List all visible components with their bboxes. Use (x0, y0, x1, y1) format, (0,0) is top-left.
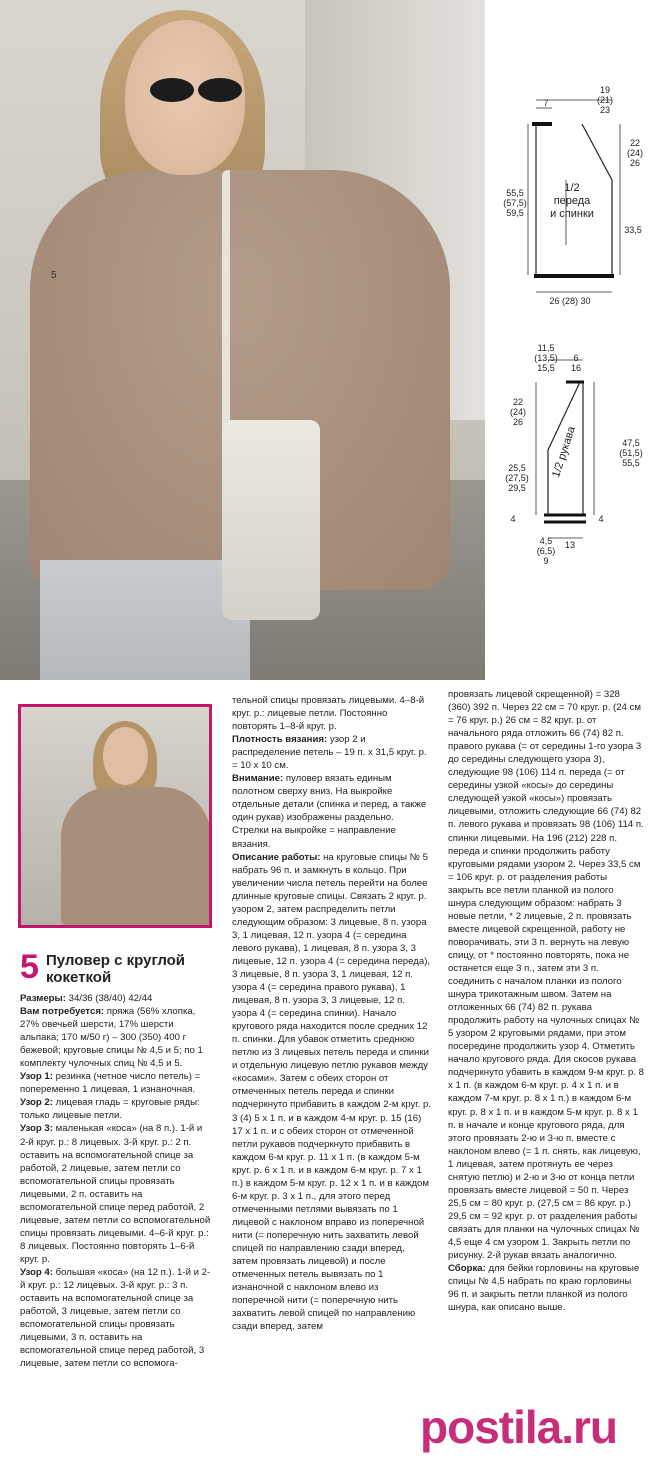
paragraph-heading: Размеры: (20, 993, 66, 1004)
bag-strap (222, 170, 244, 440)
paragraph-heading: Узор 3: (20, 1123, 53, 1135)
paragraph (20, 1096, 212, 1122)
paragraph-heading: Узор 1: (20, 1071, 53, 1083)
paragraph (232, 851, 432, 1334)
body-top-width: 19 (21) 23 (596, 85, 613, 115)
body-neck: 7 (543, 98, 549, 108)
body-side: 33,5 (624, 225, 642, 235)
handbag (222, 420, 320, 620)
sleeve-cuff-right: 4 (598, 514, 604, 524)
paragraph-text: 34/36 (38/40) 42/44 (65, 993, 153, 1004)
main-photo (0, 0, 485, 680)
paragraph-text: пряжа (56% хлопка, 27% овечьей шерсти, 17% шерсти альпака; 170 м/50 г) – 300 (350) 400 г бежевой; круговые спицы № 4,5 и 5; по 1 комплекту чулочных спиц № 4,5 и 5. (20, 1006, 203, 1070)
paragraph-text: тельной спицы провязать лицевыми. 4–8-й круг. р.: лицевые петли. Постоянно повторять 1–8-й круг. р. (232, 695, 425, 733)
paragraph-heading: Сборка: (448, 1263, 486, 1275)
paragraph-text: для бейки горловины на круговые спицы № 4,5 набрать по краю горловины 96 п. и закрыть петли планкой из полого шнура, как описано выше. (448, 1263, 640, 1314)
paragraph (20, 1070, 212, 1096)
paragraph-heading: Вам потребуется: (20, 1006, 105, 1018)
paragraph (232, 733, 432, 772)
pattern-number: 5 (20, 948, 39, 986)
body-armhole: 22 (24) 26 (626, 138, 643, 168)
text-column-3 (448, 688, 644, 1314)
thumb-face (103, 727, 148, 785)
paragraph (448, 1262, 644, 1314)
paragraph-heading: Узор 2: (20, 1097, 53, 1109)
body-length: 55,5 (57,5) 59,5 (503, 188, 527, 218)
sleeve-left-top: 22 (24) 26 (509, 397, 526, 427)
sleeve-top: 11,5 (13,5) 15,5 (534, 343, 558, 373)
paragraph-text: лицевая гладь = круговые ряды: только лицевые петли. (20, 1097, 200, 1122)
pattern-title: Пуловер с круглой кокеткой (46, 952, 186, 986)
watermark-logo: postila.ru (420, 1401, 618, 1453)
sleeve-top-right: 6 16 (570, 353, 581, 373)
paragraph-heading: Плотность вязания: (232, 734, 328, 746)
paragraph (232, 694, 432, 733)
paragraph-heading: Внимание: (232, 773, 284, 785)
paragraph (448, 688, 644, 1262)
paragraph-heading: Узор 4: (20, 1266, 53, 1278)
paragraph (20, 1005, 212, 1070)
sleeve-left-bottom: 25,5 (27,5) 29,5 (505, 463, 529, 493)
sleeve-cuff-left: 4 (510, 514, 516, 524)
paragraph (20, 1266, 212, 1370)
sleeve-length: 47,5 (51,5) 55,5 (619, 438, 643, 468)
paragraph-text: резинка (четное число петель) = попеременно 1 лицевая, 1 изнаночная. (20, 1071, 201, 1096)
paragraph-text: пуловер вязать единым полотном сверху вниз. На выкройке отдельные детали (спинка и перед, а также один рукав) изображены раздельно. Стрелки на выкройке = направление вязания. (232, 773, 427, 850)
sunglasses-icon (150, 78, 250, 104)
paragraph-text: провязать лицевой скрещенной) = 328 (360) 392 п. Через 22 см = 70 круг. р. (24 см = 76 круг. р.) 26 см = 82 круг. р. от начального ряда отложить 66 (74) 82 п. правого рукава (= от середины 1-го узора 3 до середины следующего узора 3), следующие 98 (106) 114 п. переда (= от середины узкой «косы» до середины следующей узкой «косы») провязать лицевыми, отложить следующие 66 (74) 82 п. левого рукава и провязать 98 (106) 114 п. спинки лицевыми. На 196 (212) 228 п. переда и спинки продолжить работу круговыми рядами узором 2. Через 33,5 см = 106 круг. р. от разделения работы закрыть все петли планкой из полого шнура следующим образом: набрать 3 новые петли, * 2 лицевые, 2 п. провязать вместе лицевой скрещенной, работу не поворачивать, эти 3 п. вернуть на левую спицу, от * постоянно повторять, пока не останется еще 3 п., затем эти 3 п. соединить с началом планки из полого шнура трикотажным швом. Затем на отложенных 66 (74) 82 п. рукава продолжить работу на чулочных спицах № 5 узором 2 круговыми рядами, при этом посередине продолжить узор 4. Отметить начало кругового ряда. Для скосов рукава подчеркнуто убавить в каждом 9-м круг. р. 8 х 1 п. (в каждом 6-м круг. р. 4 х 1 п. и в каждом 7-м круг. р. 8 х 1 п.) в каждом 6-м круг. р. 8 х 1 п. и в каждом 5-м круг. р. 8 х 1 п. в начале и конце кругового ряда, для этого провязать 2-ю и 3-ю п. вместе с наклоном влево (= 1 п. снять, как лицевую, 1 лицевая, затем протянуть ее через снятую петлю) и 2-ю и 3-ю от конца петли провязать вместе лицевой = 50 п. Через 25,5 см = 80 круг. р. (27,5 см = 86 круг. р.) 29,5 см = 92 круг. р. от разделения работы связать для планки на чулочных спицах № 4,5 еще 4 см узором 1. Закрыть петли по рисунку. 2-й рукав вязать аналогично. (448, 689, 644, 1262)
paragraph-text: на круговые спицы № 5 набрать 96 п. и замкнуть в кольцо. При увеличении числа петель перейти на более длинные круговые спицы. Связать 2 круг. р. узором 2, затем распределить петли следующим образом: 3 лицевые, 8 п. узора 3, 1 лицевая, 12 п. узора 4 (= середина левого рукава), 1 лицевая, 8 п. узора 3, 3 лицевые, 12 п. узора 4 (= середина переда), 3 лицевые, 8 п. узора 3, 1 лицевая, 12 п. узора 4 (= середина правого рукава), 1 лицевая, 8 п. узора 3, 3 лицевые, 12 п. узора 4 (= середина спинки). Начало кругового ряда находится после средних 12 п. спинки. Для убавок отметить среднюю петлю из 3 лицевых петель переда и спинки и отдельную лицевую петлю рукавов между «косами». Затем с обеих сторон от отмеченных петель переда и спинки подчеркнуто прибавить в каждом 2-м круг. р. 3 (4) 5 х 1 п. и в каждом 4-м круг. р. 15 (16) 17 х 1 п. и с обеих сторон от отмеченной петли рукавов подчеркнуто прибавить в каждом 6-м круг. р. 11 х 1 п. (в каждом 5-м круг. р. 6 х 1 п. и в каждом 6-м круг. р. 7 х 1 п.) в каждом 5-м круг. р. 12 х 1 п. и в каждом 6-м круг. р. 3 х 1 п., для этого перед отмеченными петлями вывязать по 1 лицевой с наклоном вправо из поперечной нити (= поперечную нить захватить левой спицей по направлению сзади вперед, затем провязать лицевой) и после отмеченных петель вывязать по 1 изнаночной с наклоном влево из поперечной нити (= поперечную нить захватить левой спицей по направлению сзади вперед, затем (232, 851, 431, 1333)
body-bottom-width: 26 (28) 30 (549, 296, 591, 306)
photo-pants (40, 560, 250, 680)
sleeve-bottom-left: 4,5 (6,5) 9 (536, 536, 556, 566)
text-column-1 (20, 992, 212, 1370)
paragraph-heading: Описание работы: (232, 851, 321, 863)
paragraph-text: маленькая «коса» (на 8 п.). 1-й и 2-й круг. р.: 8 лицевых. 3-й круг. р.: 2 п. оставить на вспомогательной спице за работой, 2 лицевые, затем петли со вспомогательной спицы провязать лицевыми, 2 п. оставить на вспомогательной спице перед работой, 2 лицевые, затем петли со вспомогательной спицы провязать лицевыми. 4–6-й круг. р.: 8 лицевых. Постоянно повторять 1–6-й круг. р. (20, 1123, 211, 1265)
paragraph-text: узор 2 и распределение петель – 19 п. х 31,5 круг. р. = 10 х 10 см. (232, 734, 427, 772)
text-column-2 (232, 694, 432, 1333)
sleeve-bottom-right: 13 (564, 540, 575, 550)
paragraph-text: большая «коса» (на 12 п.). 1-й и 2-й круг. р.: 12 лицевых. 3-й круг. р.: 3 п. оставить на вспомогательной спице за работой, 3 лицевые, затем петли со вспомогательной спицы провязать лицевыми, 3 п. оставить на вспомогательной спице перед работой, 3 лицевые, затем петли со вспомога- (20, 1266, 211, 1370)
thumbnail-photo (18, 704, 212, 928)
sleeve-label: 1/2 рукава (550, 425, 578, 479)
paragraph (20, 992, 212, 1005)
paragraph (232, 772, 432, 850)
body-label: 1/2 переда и спинки (550, 182, 594, 220)
thumb-sweater (61, 787, 211, 927)
photo-page-number: 5 (51, 270, 57, 281)
paragraph (20, 1122, 212, 1266)
